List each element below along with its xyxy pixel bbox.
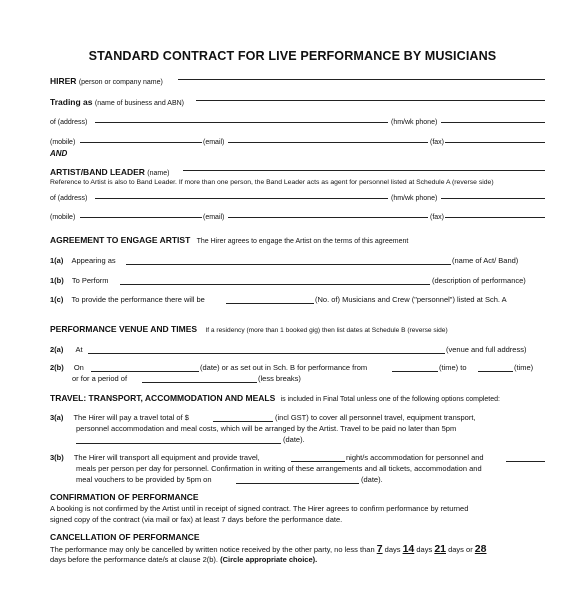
artist-email-field[interactable]: [228, 217, 428, 218]
cancel-option-21[interactable]: 21: [434, 543, 446, 555]
item-3b-line2-a: meals per person per day for personnel. Confirmation in writing of these arrangements and all tickets, accommodation and: [76, 464, 482, 473]
hirer-fax-field[interactable]: [445, 142, 545, 143]
item-1c-num: 1(c): [50, 295, 64, 304]
item-2a-text: At: [75, 345, 83, 354]
meals-count-field[interactable]: [506, 461, 545, 462]
item-1c: [50, 296, 205, 304]
item-3a-line1-a: The Hirer will pay a travel total of $: [73, 413, 189, 422]
cancellation-line2: [50, 556, 317, 564]
confirmation-line1: A booking is not confirmed by the Artist until in receipt of signed contract. The Hirer agrees to confirm performance by returned: [50, 504, 469, 513]
item-2b: [50, 364, 84, 372]
item-2b-or-period: or for a period of: [72, 374, 128, 383]
artist-fax-field[interactable]: [445, 217, 545, 218]
travel-total-field[interactable]: [213, 421, 273, 422]
agreement-note: The Hirer agrees to engage the Artist on the terms of this agreement: [196, 238, 409, 245]
travel-heading: TRAVEL: TRANSPORT, ACCOMMODATION AND MEALS: [50, 393, 276, 403]
performance-description-field[interactable]: [120, 284, 430, 285]
item-2b-time-end: (time): [514, 363, 534, 372]
item-2b-time-to: (time) to: [439, 363, 467, 372]
item-1b: [50, 277, 109, 285]
performance-date-field[interactable]: [91, 371, 199, 372]
item-1b-text: To Perform: [71, 276, 109, 285]
item-3b-line3-a: meal vouchers to be provided by 5pm on: [76, 475, 212, 484]
hirer-hint: (person or company name): [78, 79, 163, 86]
hirer-address-field[interactable]: [95, 122, 388, 123]
agreement-heading: AGREEMENT TO ENGAGE ARTIST: [50, 235, 191, 245]
hirer-phone-label: (hm/wk phone): [391, 119, 438, 126]
item-2b-date-or: (date) or as set out in Sch. B for performance from: [200, 363, 368, 372]
item-3a-num: 3(a): [50, 413, 64, 422]
venue-heading: PERFORMANCE VENUE AND TIMES: [50, 324, 198, 334]
item-1c-suffix: (No. of) Musicians and Crew ("personnel") listed at Sch. A: [315, 295, 507, 304]
confirmation-line2: signed copy of the contract (via mail or fax) at least 7 days before the performance date.: [50, 515, 343, 524]
venue-address-field[interactable]: [88, 353, 445, 354]
item-3a-line2-a: personnel accommodation and meal costs, which will be arranged by the Artist. Travel to be paid no later than 5pm: [76, 424, 457, 433]
item-3a-line3-b: (date).: [283, 435, 305, 444]
cancellation-line2-text: days before the performance date/s at clause 2(b).: [50, 555, 219, 564]
item-1a: [50, 257, 116, 265]
item-2a-suffix: (venue and full address): [446, 345, 527, 354]
travel-row: [50, 394, 500, 403]
hirer-mobile-field[interactable]: [80, 142, 202, 143]
agreement-row: [50, 236, 408, 245]
cancel-days-1: days: [384, 545, 401, 554]
item-2a-num: 2(a): [50, 345, 64, 354]
trading-hint: (name of business and ABN): [94, 100, 184, 107]
item-1a-suffix: (name of Act/ Band): [452, 256, 519, 265]
artist-reference-note: Reference to Artist is also to Band Leader. If more than one person, the Band Leader acts as agent for personnel listed at Schedule A (reverse side): [50, 179, 494, 186]
and-label: AND: [50, 149, 68, 158]
travel-pay-date-field[interactable]: [76, 443, 281, 444]
artist-phone-label: (hm/wk phone): [391, 195, 438, 202]
item-3b-line1-b: night/s accommodation for personnel and: [346, 453, 484, 462]
cancellation-line1: [50, 544, 486, 555]
artist-email-label: (email): [203, 214, 225, 221]
vouchers-date-field[interactable]: [236, 483, 359, 484]
period-field[interactable]: [142, 382, 257, 383]
hirer-name-field[interactable]: [178, 79, 545, 80]
artist-fax-label: (fax): [430, 214, 444, 221]
cancel-days-3: days or: [448, 545, 473, 554]
hirer-phone-field[interactable]: [441, 122, 545, 123]
artist-address-label: of (address): [50, 195, 88, 202]
cancel-option-28[interactable]: 28: [474, 543, 487, 555]
travel-note: is included in Final Total unless one of the following options completed:: [280, 396, 500, 403]
item-1c-text: To provide the performance there will be: [71, 295, 205, 304]
hirer-row: [50, 77, 163, 86]
act-name-field[interactable]: [126, 264, 451, 265]
item-3b-num: 3(b): [50, 453, 64, 462]
item-1b-suffix: (description of performance): [432, 276, 526, 285]
artist-mobile-label: (mobile): [50, 214, 76, 221]
venue-row: [50, 325, 448, 335]
item-3a-line1: [50, 414, 189, 422]
venue-note: If a residency (more than 1 booked gig) then list dates at Schedule B (reverse side): [205, 327, 448, 334]
confirmation-heading: CONFIRMATION OF PERFORMANCE: [50, 492, 199, 502]
circle-choice-note: (Circle appropriate choice).: [220, 555, 318, 564]
nights-field[interactable]: [291, 461, 345, 462]
cancellation-line1-text: The performance may only be cancelled by written notice received by the other party, no less than: [50, 545, 375, 554]
trading-label: Trading as: [50, 97, 93, 107]
hirer-address-label: of (address): [50, 119, 88, 126]
cancel-days-2: days: [416, 545, 433, 554]
item-2b-num: 2(b): [50, 363, 64, 372]
item-1b-num: 1(b): [50, 276, 64, 285]
artist-row: [50, 168, 169, 177]
item-1a-text: Appearing as: [71, 256, 116, 265]
cancel-option-14[interactable]: 14: [402, 543, 415, 555]
hirer-label: HIRER: [50, 76, 77, 86]
page-title: STANDARD CONTRACT FOR LIVE PERFORMANCE BY MUSICIANS: [88, 49, 497, 63]
hirer-mobile-label: (mobile): [50, 139, 76, 146]
artist-address-field[interactable]: [95, 198, 388, 199]
item-2a: [50, 346, 83, 354]
start-time-field[interactable]: [392, 371, 438, 372]
musicians-count-field[interactable]: [226, 303, 314, 304]
artist-label: ARTIST/BAND LEADER: [50, 167, 145, 177]
item-3b-line1-a: The Hirer will transport all equipment and provide travel,: [73, 453, 260, 462]
item-1a-num: 1(a): [50, 256, 64, 265]
item-3a-line1-b: (incl GST) to cover all personnel travel, equipment transport,: [275, 413, 476, 422]
item-2b-on: On: [73, 363, 84, 372]
cancellation-heading: CANCELLATION OF PERFORMANCE: [50, 532, 200, 542]
item-3b-line3-b: (date).: [361, 475, 383, 484]
artist-mobile-field[interactable]: [80, 217, 202, 218]
artist-name-field[interactable]: [183, 170, 545, 171]
artist-phone-field[interactable]: [441, 198, 545, 199]
end-time-field[interactable]: [478, 371, 513, 372]
hirer-email-label: (email): [203, 139, 225, 146]
trading-field[interactable]: [196, 100, 545, 101]
artist-name-hint: (name): [147, 170, 170, 177]
hirer-fax-label: (fax): [430, 139, 444, 146]
item-3b-line1: [50, 454, 260, 462]
cancel-option-7[interactable]: 7: [376, 543, 383, 555]
hirer-email-field[interactable]: [228, 142, 428, 143]
trading-row: [50, 98, 184, 107]
item-2b-less-breaks: (less breaks): [258, 374, 301, 383]
